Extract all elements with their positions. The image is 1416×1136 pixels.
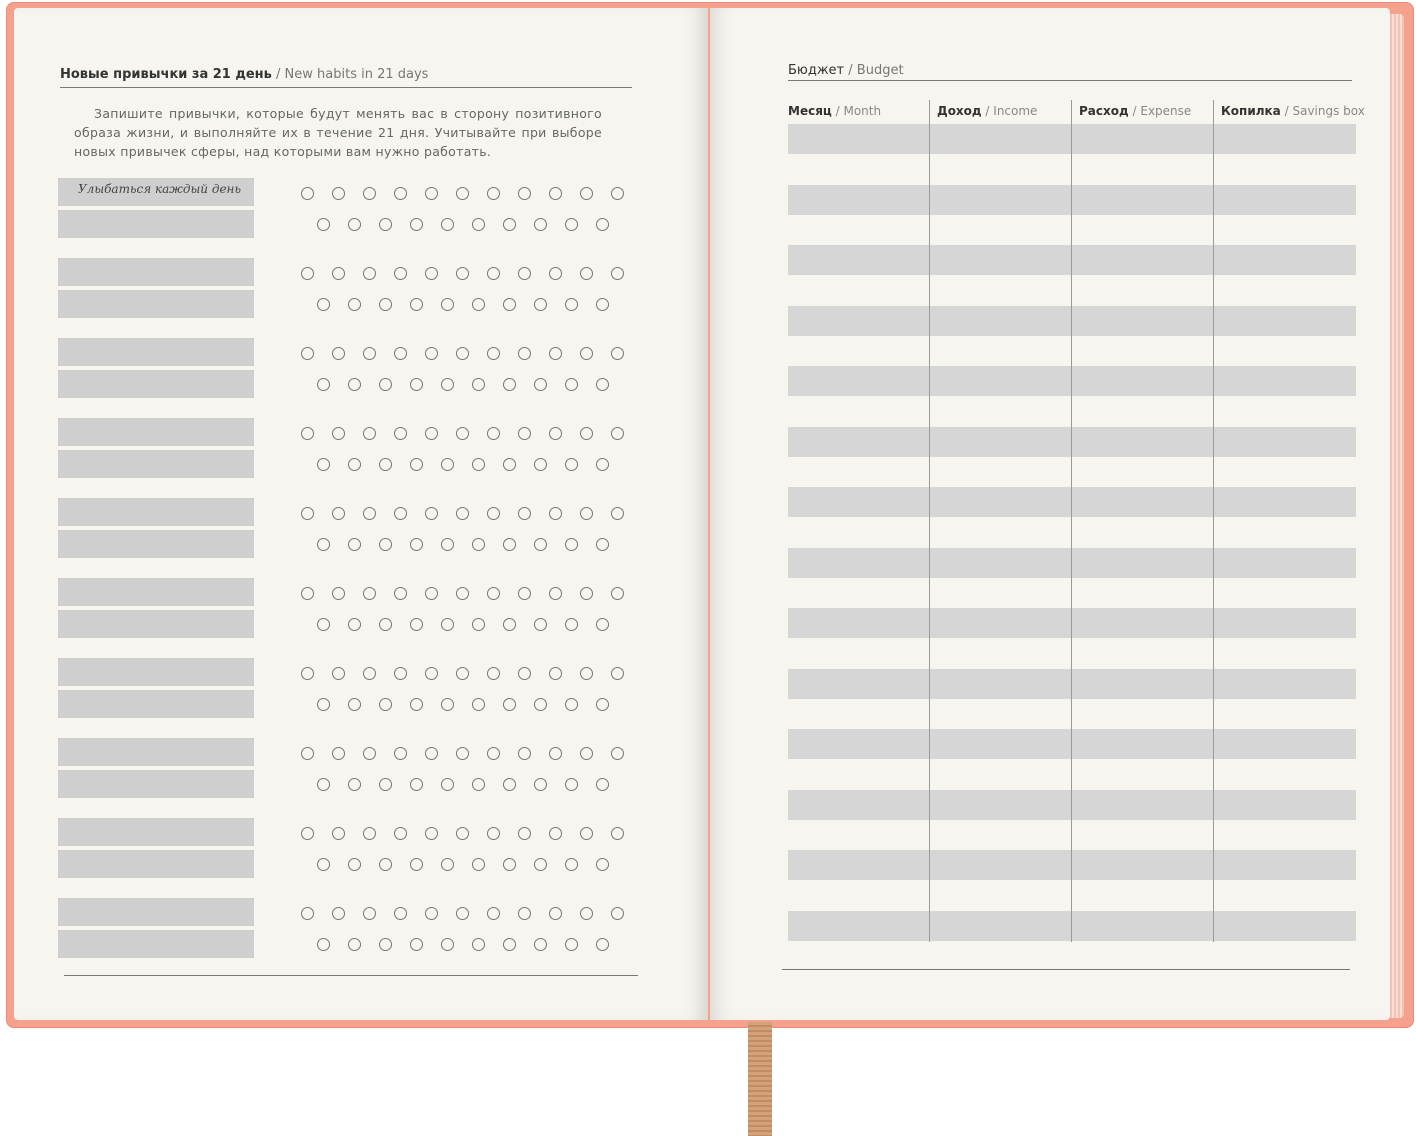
habit-name-box (58, 690, 254, 718)
habit-day-circle[interactable] (534, 218, 547, 231)
habit-name-box (58, 258, 254, 286)
habit-day-circle[interactable] (534, 778, 547, 791)
habit-day-circle[interactable] (596, 298, 609, 311)
habit-day-circle[interactable] (565, 698, 578, 711)
habit-day-circle[interactable] (348, 698, 361, 711)
habit-name-box (58, 178, 254, 206)
habit-day-circle[interactable] (301, 587, 314, 600)
habits-title (60, 67, 428, 82)
habit-day-circle[interactable] (472, 618, 485, 631)
habit-name-box (58, 770, 254, 798)
habit-day-circle[interactable] (425, 667, 438, 680)
habit-day-circle[interactable] (534, 298, 547, 311)
habit-day-circle[interactable] (549, 267, 562, 280)
habit-day-circle[interactable] (565, 538, 578, 551)
habit-day-circle[interactable] (518, 587, 531, 600)
habit-day-circle[interactable] (611, 187, 624, 200)
habit-name-box (58, 818, 254, 846)
habit-day-circle[interactable] (565, 778, 578, 791)
habit-day-circle[interactable] (596, 858, 609, 871)
habit-day-circle[interactable] (394, 187, 407, 200)
habit-day-circle[interactable] (379, 298, 392, 311)
habit-day-circle[interactable] (611, 907, 624, 920)
column-expense-ru: Расход (1079, 104, 1129, 118)
habit-day-circle[interactable] (317, 938, 330, 951)
habit-day-circle[interactable] (456, 347, 469, 360)
habit-day-circle[interactable] (410, 858, 423, 871)
habit-day-circle[interactable] (596, 778, 609, 791)
habit-day-circle[interactable] (317, 858, 330, 871)
habit-day-circle[interactable] (317, 618, 330, 631)
habit-day-circle[interactable] (441, 218, 454, 231)
habit-day-circle[interactable] (332, 187, 345, 200)
habit-day-circle[interactable] (410, 218, 423, 231)
habit-day-circle[interactable] (425, 187, 438, 200)
habit-day-circle[interactable] (410, 538, 423, 551)
habit-day-circle[interactable] (503, 618, 516, 631)
habit-day-circle[interactable] (611, 507, 624, 520)
habit-day-circle[interactable] (549, 507, 562, 520)
column-divider (1071, 100, 1072, 942)
habits-intro-text: Запишите привычки, которые будут менять вас в сторону позитивного образа жизни, и выполняйте их в течение 21 дня. Учитывайте при выборе новых привычек сферы, над которыми вам нужно работать. (74, 106, 602, 159)
habit-day-circle[interactable] (487, 827, 500, 840)
habit-day-circle[interactable] (425, 347, 438, 360)
column-savings-en: Savings box (1292, 104, 1365, 118)
habit-day-circle[interactable] (503, 698, 516, 711)
habit-day-circle[interactable] (363, 667, 376, 680)
habit-name-box (58, 530, 254, 558)
habit-day-circle[interactable] (379, 458, 392, 471)
habit-day-circle[interactable] (565, 218, 578, 231)
habit-name-box (58, 418, 254, 446)
habit-day-circle[interactable] (596, 378, 609, 391)
habit-day-circle[interactable] (410, 618, 423, 631)
habit-day-circle[interactable] (565, 938, 578, 951)
habit-day-circle[interactable] (363, 427, 376, 440)
budget-row-band[interactable] (788, 427, 1356, 457)
habit-day-circle[interactable] (425, 907, 438, 920)
column-expense-en: Expense (1140, 104, 1192, 118)
habit-day-circle[interactable] (348, 938, 361, 951)
habit-day-circle[interactable] (596, 698, 609, 711)
habit-day-circle[interactable] (611, 267, 624, 280)
habit-day-circle[interactable] (580, 587, 593, 600)
habit-day-circle[interactable] (456, 267, 469, 280)
habit-day-circle[interactable] (425, 827, 438, 840)
habit-day-circle[interactable] (394, 667, 407, 680)
habit-day-circle[interactable] (379, 778, 392, 791)
habit-day-circle[interactable] (503, 938, 516, 951)
habit-day-circle[interactable] (487, 667, 500, 680)
habit-name-box (58, 930, 254, 958)
budget-row-band[interactable] (788, 245, 1356, 275)
habit-day-circle[interactable] (301, 667, 314, 680)
habit-day-circle[interactable] (410, 938, 423, 951)
habit-name-box (58, 338, 254, 366)
habit-day-circle[interactable] (363, 827, 376, 840)
habit-day-circle[interactable] (410, 458, 423, 471)
habit-day-circle[interactable] (441, 458, 454, 471)
habit-day-circle[interactable] (549, 427, 562, 440)
habit-day-circle[interactable] (518, 347, 531, 360)
habit-day-circle[interactable] (534, 858, 547, 871)
habit-day-circle[interactable] (503, 378, 516, 391)
habit-name-box (58, 850, 254, 878)
habit-day-circle[interactable] (503, 538, 516, 551)
habit-name-box (58, 450, 254, 478)
habit-day-circle[interactable] (363, 347, 376, 360)
column-divider (1213, 100, 1214, 942)
habit-day-circle[interactable] (441, 858, 454, 871)
habit-day-circle[interactable] (332, 827, 345, 840)
habit-day-circle[interactable] (317, 298, 330, 311)
budget-row-band[interactable] (788, 669, 1356, 699)
habit-day-circle[interactable] (348, 618, 361, 631)
habit-day-circle[interactable] (425, 587, 438, 600)
habit-day-circle[interactable] (580, 187, 593, 200)
habit-day-circle[interactable] (518, 827, 531, 840)
column-month-ru: Месяц (788, 104, 832, 118)
habit-day-circle[interactable] (332, 587, 345, 600)
habit-day-circle[interactable] (379, 938, 392, 951)
habit-day-circle[interactable] (596, 458, 609, 471)
habit-day-circle[interactable] (410, 778, 423, 791)
habit-day-circle[interactable] (317, 378, 330, 391)
habit-name-box (58, 610, 254, 638)
habit-day-circle[interactable] (472, 298, 485, 311)
habit-day-circle[interactable] (580, 427, 593, 440)
habit-day-circle[interactable] (518, 267, 531, 280)
habit-day-circle[interactable] (441, 938, 454, 951)
habit-day-circle[interactable] (487, 267, 500, 280)
habit-day-circle[interactable] (456, 827, 469, 840)
habit-day-circle[interactable] (472, 778, 485, 791)
habit-day-circle[interactable] (348, 378, 361, 391)
habit-day-circle[interactable] (441, 698, 454, 711)
habit-day-circle[interactable] (487, 747, 500, 760)
habit-day-circle[interactable] (363, 187, 376, 200)
habit-day-circle[interactable] (394, 587, 407, 600)
habit-day-circle[interactable] (301, 187, 314, 200)
habit-name-box (58, 738, 254, 766)
habit-day-circle[interactable] (565, 298, 578, 311)
habit-day-circle[interactable] (425, 267, 438, 280)
habit-day-circle[interactable] (301, 827, 314, 840)
habit-day-circle[interactable] (379, 698, 392, 711)
habit-day-circle[interactable] (456, 507, 469, 520)
habit-day-circle[interactable] (596, 218, 609, 231)
habit-day-circle[interactable] (472, 538, 485, 551)
budget-title-rule (788, 80, 1352, 81)
habit-day-circle[interactable] (487, 587, 500, 600)
habit-day-circle[interactable] (456, 187, 469, 200)
habit-day-circle[interactable] (441, 378, 454, 391)
column-header-expense: Расход / Expense (1079, 104, 1192, 118)
habit-day-circle[interactable] (487, 907, 500, 920)
budget-row-band[interactable] (788, 366, 1356, 396)
habit-day-circle[interactable] (394, 747, 407, 760)
habit-day-circle[interactable] (580, 747, 593, 760)
habit-day-circle[interactable] (534, 378, 547, 391)
habit-day-circle[interactable] (503, 778, 516, 791)
budget-row-band[interactable] (788, 487, 1356, 517)
habit-day-circle[interactable] (596, 618, 609, 631)
habit-day-circle[interactable] (332, 747, 345, 760)
budget-row-band[interactable] (788, 911, 1356, 941)
habit-name-box (58, 658, 254, 686)
habit-day-circle[interactable] (472, 938, 485, 951)
budget-row-band[interactable] (788, 608, 1356, 638)
habit-day-circle[interactable] (456, 667, 469, 680)
budget-row-band[interactable] (788, 124, 1356, 154)
habit-day-circle[interactable] (348, 298, 361, 311)
habit-day-circle[interactable] (565, 858, 578, 871)
habit-day-circle[interactable] (394, 907, 407, 920)
habit-day-circle[interactable] (456, 907, 469, 920)
habit-day-circle[interactable] (518, 667, 531, 680)
habit-day-circle[interactable] (410, 698, 423, 711)
habits-bottom-rule (64, 975, 638, 976)
habit-day-circle[interactable] (565, 458, 578, 471)
column-header-income: Доход / Income (937, 104, 1038, 118)
budget-row-band[interactable] (788, 790, 1356, 820)
habit-day-circle[interactable] (301, 907, 314, 920)
habit-day-circle[interactable] (379, 858, 392, 871)
habit-day-circle[interactable] (425, 427, 438, 440)
habit-day-circle[interactable] (472, 698, 485, 711)
column-divider (929, 100, 930, 942)
habit-day-circle[interactable] (379, 218, 392, 231)
page-edges (1390, 14, 1404, 1018)
habit-day-circle[interactable] (301, 747, 314, 760)
budget-row-band[interactable] (788, 729, 1356, 759)
habit-day-circle[interactable] (503, 218, 516, 231)
habit-day-circle[interactable] (518, 427, 531, 440)
habit-day-circle[interactable] (456, 747, 469, 760)
habit-day-circle[interactable] (565, 378, 578, 391)
habit-day-circle[interactable] (549, 747, 562, 760)
habit-name-box (58, 578, 254, 606)
budget-row-band[interactable] (788, 548, 1356, 578)
habit-day-circle[interactable] (518, 187, 531, 200)
habit-day-circle[interactable] (332, 427, 345, 440)
habit-day-circle[interactable] (565, 618, 578, 631)
habit-name-box (58, 370, 254, 398)
habit-name-box (58, 290, 254, 318)
habit-day-circle[interactable] (611, 827, 624, 840)
habit-day-circle[interactable] (487, 427, 500, 440)
budget-row-band[interactable] (788, 306, 1356, 336)
habit-day-circle[interactable] (487, 507, 500, 520)
habit-day-circle[interactable] (611, 747, 624, 760)
column-income-ru: Доход (937, 104, 982, 118)
habit-day-circle[interactable] (317, 778, 330, 791)
habit-day-circle[interactable] (503, 858, 516, 871)
habit-day-circle[interactable] (518, 507, 531, 520)
habits-title-separator: / (271, 67, 285, 82)
habit-day-circle[interactable] (441, 618, 454, 631)
habit-day-circle[interactable] (363, 507, 376, 520)
habit-day-circle[interactable] (487, 187, 500, 200)
habit-day-circle[interactable] (348, 778, 361, 791)
column-month-en: Month (843, 104, 882, 118)
column-header-month: Месяц / Month (788, 104, 882, 118)
habit-day-circle[interactable] (549, 587, 562, 600)
habit-day-circle[interactable] (394, 267, 407, 280)
habit-day-circle[interactable] (317, 538, 330, 551)
habit-day-circle[interactable] (580, 907, 593, 920)
habit-day-circle[interactable] (348, 458, 361, 471)
habit-name-box (58, 210, 254, 238)
habit-day-circle[interactable] (394, 827, 407, 840)
habit-day-circle[interactable] (301, 507, 314, 520)
habit-day-circle[interactable] (487, 347, 500, 360)
habit-day-circle[interactable] (348, 218, 361, 231)
habit-day-circle[interactable] (580, 507, 593, 520)
budget-title-en: Budget (856, 63, 904, 78)
habit-name-box (58, 898, 254, 926)
habit-day-circle[interactable] (332, 347, 345, 360)
habit-day-circle[interactable] (363, 587, 376, 600)
budget-title-separator: / (844, 63, 857, 78)
habit-day-circle[interactable] (580, 347, 593, 360)
habit-day-circle[interactable] (410, 298, 423, 311)
habit-day-circle[interactable] (363, 747, 376, 760)
habit-day-circle[interactable] (332, 907, 345, 920)
habit-day-circle[interactable] (425, 507, 438, 520)
habits-title-rule (60, 87, 632, 88)
habit-day-circle[interactable] (534, 938, 547, 951)
column-savings-ru: Копилка (1221, 104, 1281, 118)
habit-day-circle[interactable] (394, 347, 407, 360)
habit-day-circle[interactable] (363, 907, 376, 920)
habit-day-circle[interactable] (301, 267, 314, 280)
habit-day-circle[interactable] (611, 587, 624, 600)
habit-day-circle[interactable] (441, 778, 454, 791)
habit-day-circle[interactable] (456, 587, 469, 600)
habit-day-circle[interactable] (534, 538, 547, 551)
habit-day-circle[interactable] (379, 378, 392, 391)
habit-day-circle[interactable] (611, 667, 624, 680)
habit-day-circle[interactable] (363, 267, 376, 280)
bookmark-ribbon (748, 1022, 772, 1136)
habit-day-circle[interactable] (456, 427, 469, 440)
habit-day-circle[interactable] (518, 907, 531, 920)
habit-day-circle[interactable] (503, 458, 516, 471)
habit-day-circle[interactable] (549, 827, 562, 840)
habits-title-en: New habits in 21 days (284, 67, 429, 82)
habit-day-circle[interactable] (379, 538, 392, 551)
habit-day-circle[interactable] (317, 218, 330, 231)
habit-day-circle[interactable] (580, 667, 593, 680)
habit-day-circle[interactable] (348, 858, 361, 871)
habit-day-circle[interactable] (301, 347, 314, 360)
habits-title-ru: Новые привычки за 21 день (60, 67, 272, 82)
habit-day-circle[interactable] (332, 267, 345, 280)
budget-row-band[interactable] (788, 850, 1356, 880)
habit-day-circle[interactable] (549, 347, 562, 360)
habit-day-circle[interactable] (472, 458, 485, 471)
habit-day-circle[interactable] (472, 218, 485, 231)
habit-day-circle[interactable] (472, 378, 485, 391)
habit-day-circle[interactable] (549, 907, 562, 920)
column-header-savings: Копилка / Savings box (1221, 104, 1365, 118)
habit-day-circle[interactable] (596, 938, 609, 951)
habit-day-circle[interactable] (379, 618, 392, 631)
budget-row-band[interactable] (788, 185, 1356, 215)
habit-day-circle[interactable] (317, 698, 330, 711)
habit-day-circle[interactable] (596, 538, 609, 551)
habit-day-circle[interactable] (441, 298, 454, 311)
habit-day-circle[interactable] (332, 667, 345, 680)
habit-day-circle[interactable] (549, 667, 562, 680)
habit-day-circle[interactable] (518, 747, 531, 760)
habit-day-circle[interactable] (301, 427, 314, 440)
habit-day-circle[interactable] (503, 298, 516, 311)
habit-day-circle[interactable] (410, 378, 423, 391)
habit-day-circle[interactable] (472, 858, 485, 871)
habit-name-box (58, 498, 254, 526)
habit-name-label: Улыбаться каждый день (78, 182, 241, 196)
habit-day-circle[interactable] (332, 507, 345, 520)
habit-day-circle[interactable] (611, 347, 624, 360)
habit-day-circle[interactable] (394, 507, 407, 520)
habit-day-circle[interactable] (425, 747, 438, 760)
budget-bottom-rule (782, 969, 1350, 970)
habit-day-circle[interactable] (441, 538, 454, 551)
budget-title-ru: Бюджет (788, 63, 845, 78)
budget-title (788, 63, 904, 78)
habit-day-circle[interactable] (534, 618, 547, 631)
habit-day-circle[interactable] (611, 427, 624, 440)
column-income-en: Income (993, 104, 1038, 118)
habit-day-circle[interactable] (394, 427, 407, 440)
habit-day-circle[interactable] (580, 267, 593, 280)
habit-day-circle[interactable] (580, 827, 593, 840)
habit-day-circle[interactable] (317, 458, 330, 471)
habit-day-circle[interactable] (534, 458, 547, 471)
habit-day-circle[interactable] (549, 187, 562, 200)
habit-day-circle[interactable] (348, 538, 361, 551)
habit-day-circle[interactable] (534, 698, 547, 711)
